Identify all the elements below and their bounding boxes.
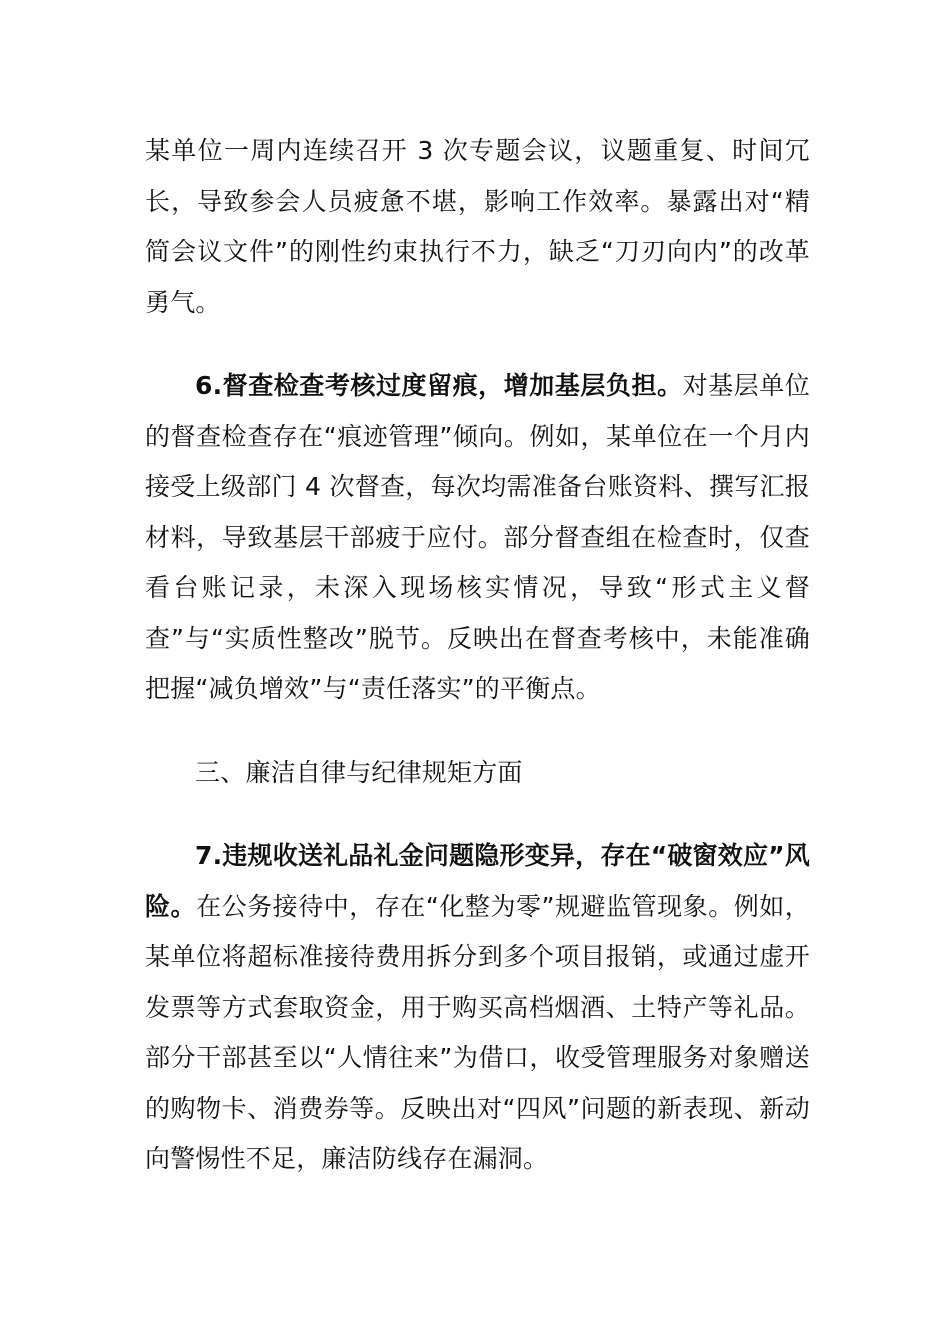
paragraph-text: 某单位一周内连续召开 3 次专题会议，议题重复、时间冗长，导致参会人员疲惫不堪，影响工作效率。暴露出对“精简会议文件”的刚性约束执行不力，缺乏“刀刃向内”的改革勇气。 (145, 136, 810, 317)
section-title-integrity (145, 748, 810, 799)
item-7-heading: 7.违规收送礼品礼金问题隐形变异，存在“破窗效应”风险。 (145, 841, 810, 921)
item-6-heading: 6.督查检查考核过度留痕，增加基层负担。 (195, 371, 683, 400)
paragraph-meeting-issue (145, 126, 810, 328)
item-6-text: 对基层单位的督查检查存在“痕迹管理”倾向。例如，某单位在一个月内接受上级部门 4 次督查，每次均需准备台账资料、撰写汇报材料，导致基层干部疲于应付。部分督查组在检查时，仅查看台账记录，未深入现场核实情况，导致“形式主义督查”与“实质性整改”脱节。反映出在督查考核中，未能准确把握“减负增效”与“责任落实”的平衡点。 (145, 371, 810, 703)
document-body (145, 126, 810, 1185)
paragraph-item-7 (145, 831, 810, 1185)
paragraph-item-6 (145, 361, 810, 715)
section-title: 三、廉洁自律与纪律规矩方面 (195, 757, 523, 787)
item-7-text: 在公务接待中，存在“化整为零”规避监管现象。例如，某单位将超标准接待费用拆分到多个项目报销，或通过虚开发票等方式套取资金，用于购买高档烟酒、土特产等礼品。部分干部甚至以“人情往来”为借口，收受管理服务对象赠送的购物卡、消费券等。反映出对“四风”问题的新表现、新动向警惕性不足，廉洁防线存在漏洞。 (145, 891, 811, 1173)
